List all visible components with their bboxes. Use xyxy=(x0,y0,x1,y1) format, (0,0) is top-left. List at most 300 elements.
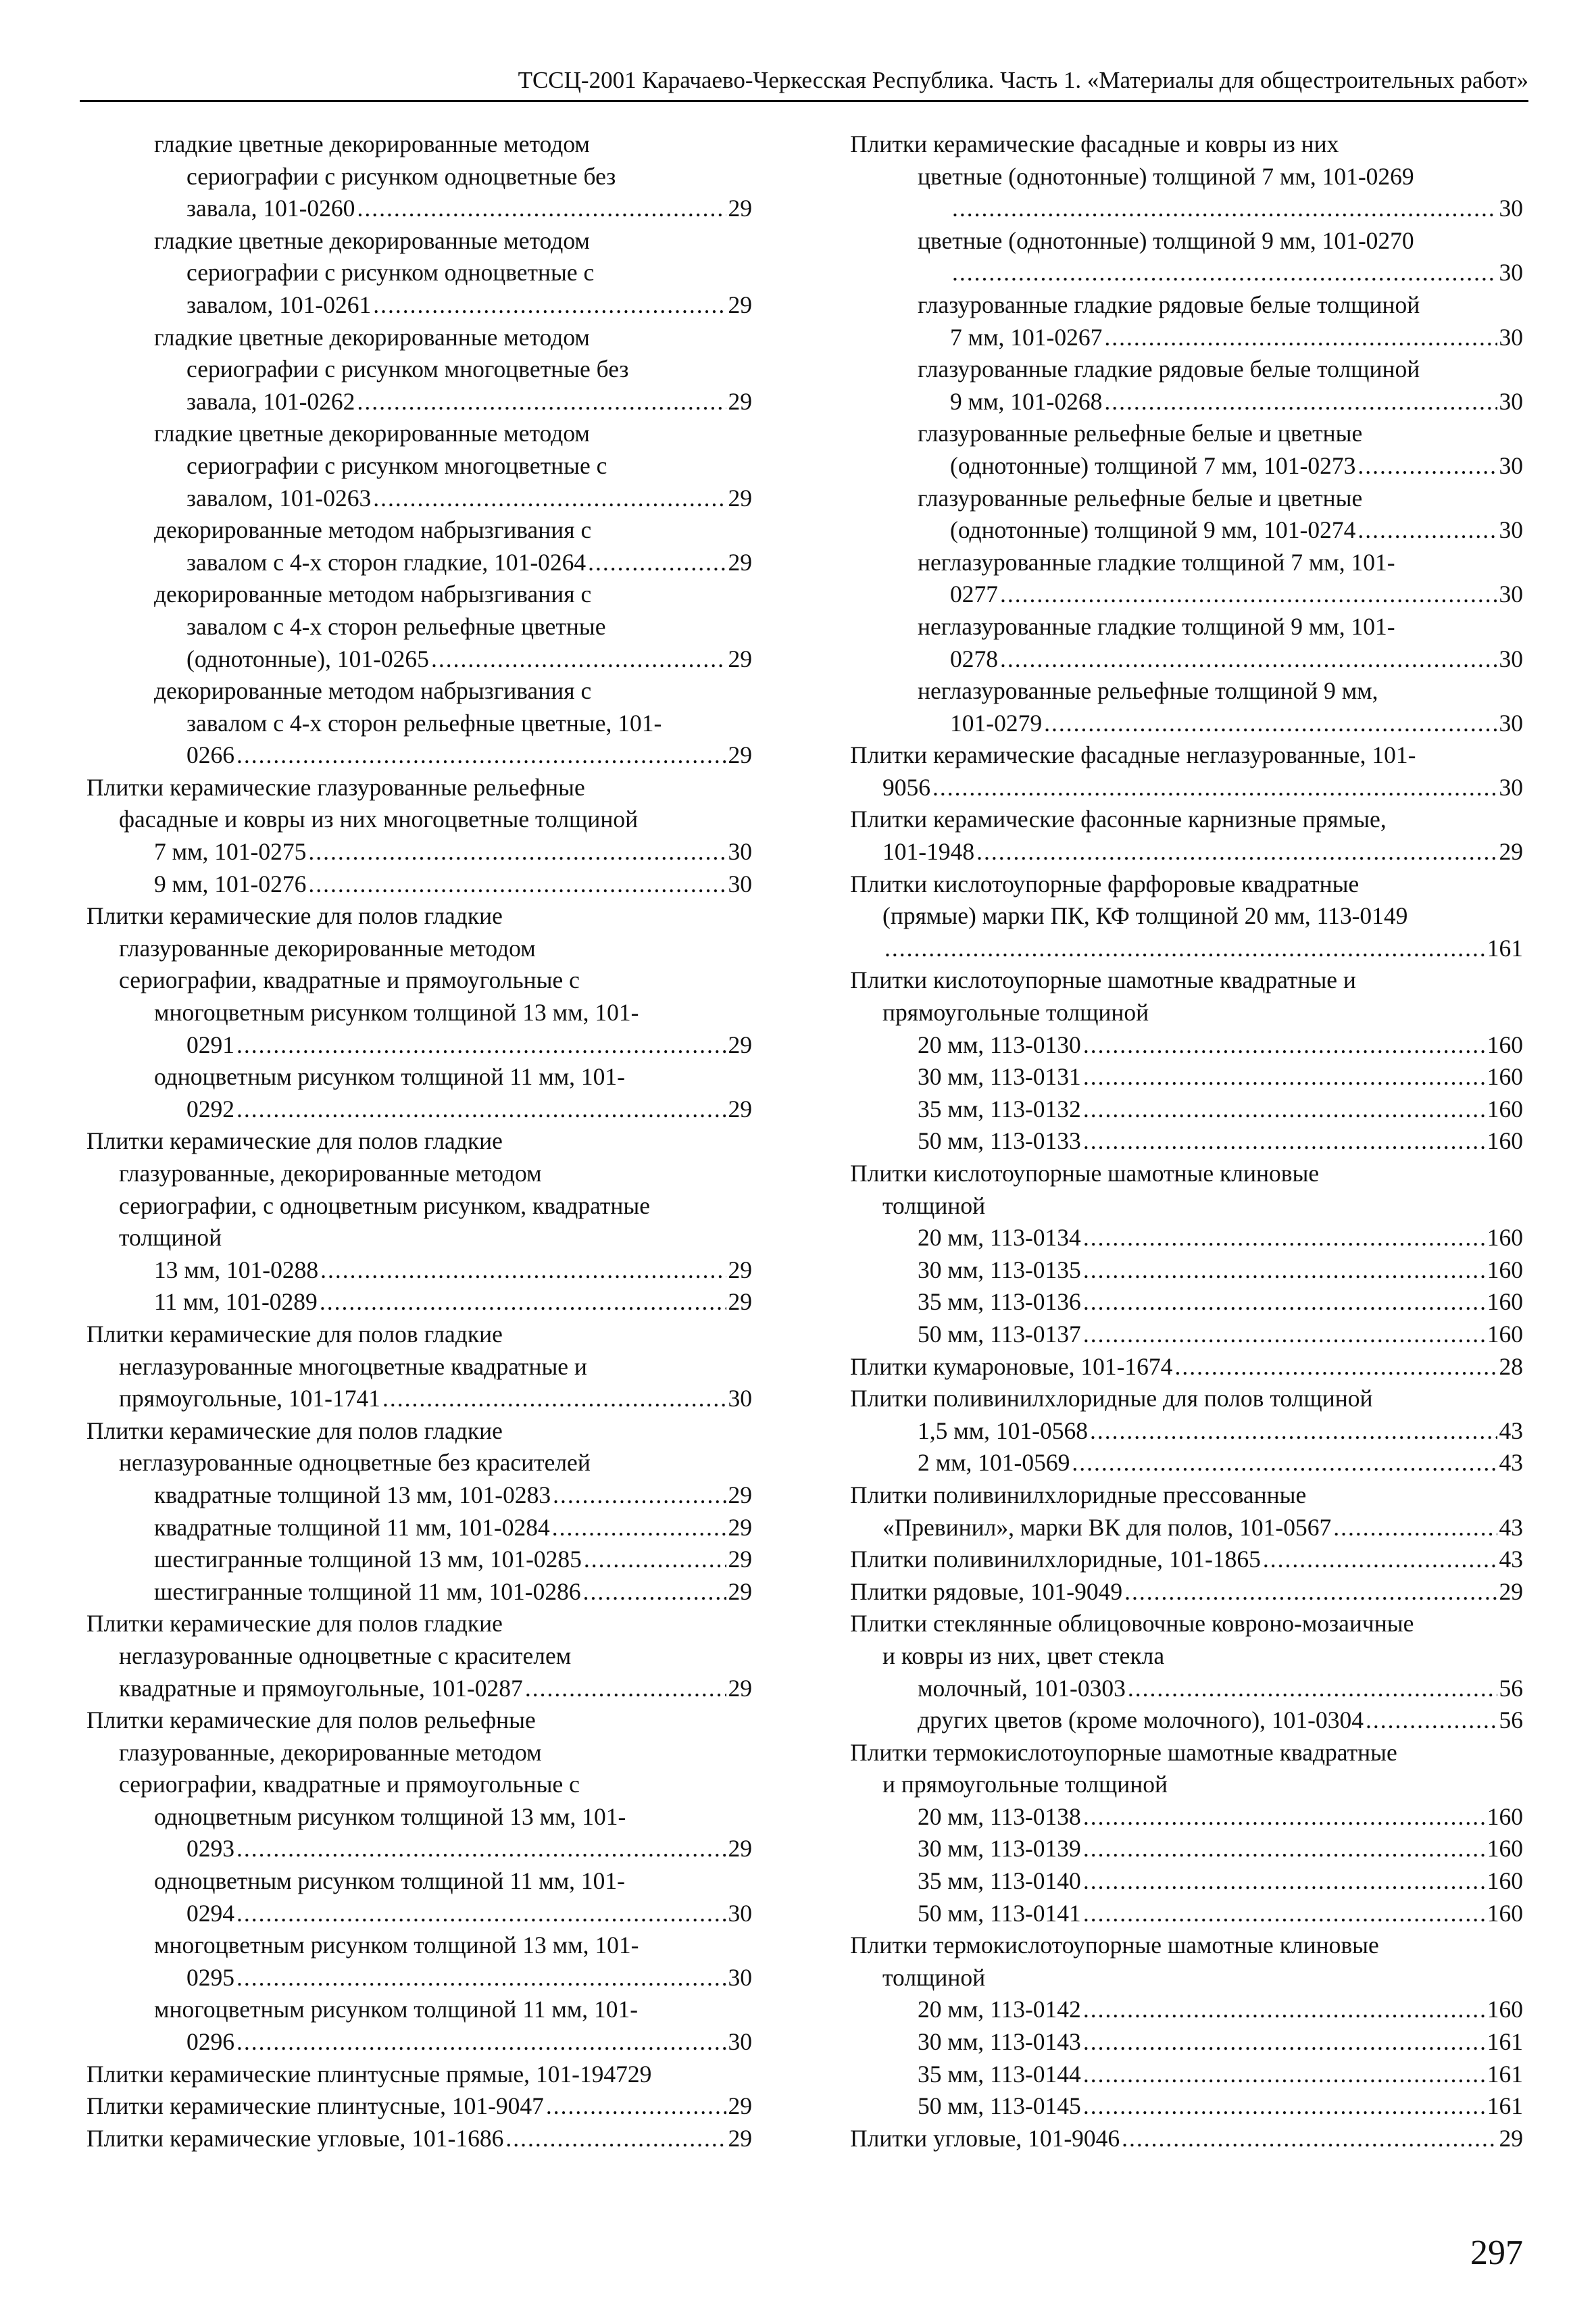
page-reference: 160 xyxy=(1487,1063,1523,1091)
dot-leader xyxy=(236,2026,726,2059)
index-entry xyxy=(86,1415,752,1479)
index-entry-last-line xyxy=(86,483,752,515)
index-entry-text: толщиной xyxy=(119,1224,222,1252)
index-entry-text: 35 мм, 113-0132 xyxy=(918,1095,1081,1123)
dot-leader xyxy=(1083,1801,1485,1833)
page-reference: 161 xyxy=(1487,2060,1523,2088)
index-entry-last-line xyxy=(850,1093,1523,1126)
index-entry-text: Плитки керамические плинтусные, 101-9047 xyxy=(86,2092,544,2120)
index-entry xyxy=(86,900,752,997)
page-reference: 30 xyxy=(1499,323,1523,351)
page-reference: 160 xyxy=(1487,1224,1523,1252)
index-entry-last-line xyxy=(86,1673,752,1705)
index-entry xyxy=(86,514,752,578)
index-entry xyxy=(86,1994,752,2058)
index-entry-text: Плитки керамические фасадные и ковры из них xyxy=(850,130,1339,157)
dot-leader xyxy=(525,1673,726,1705)
index-entry xyxy=(850,1254,1523,1287)
index-entry-text: одноцветным рисунком толщиной 11 мм, 101- xyxy=(154,1063,625,1091)
page-reference: 161 xyxy=(1487,2028,1523,2056)
index-entry-text: глазурованные, декорированные методом xyxy=(119,1160,542,1187)
page-reference: 56 xyxy=(1499,1706,1523,1734)
index-entry xyxy=(850,1576,1523,1608)
index-entry-text: Плитки стеклянные облицовочные ковроно-мозаичные xyxy=(850,1610,1414,1638)
index-entry-text: Плитки керамические для полов гладкие xyxy=(86,1127,503,1155)
index-entry xyxy=(850,289,1523,353)
index-entry-text: Плитки керамические глазурованные рельефные xyxy=(86,773,585,801)
index-entry xyxy=(850,964,1523,1029)
page-reference: 30 xyxy=(728,2028,752,2056)
index-entry-last-line xyxy=(86,2026,752,2059)
index-entry-text: 0291 xyxy=(186,1031,234,1058)
index-entry-text: 0294 xyxy=(186,1899,234,1927)
dot-leader xyxy=(1366,1704,1497,1737)
index-entry-text: 50 мм, 113-0133 xyxy=(918,1127,1081,1155)
index-entry-last-line xyxy=(850,1994,1523,2026)
index-entry-last-line xyxy=(850,2090,1523,2123)
index-entry-text: 35 мм, 113-0136 xyxy=(918,1288,1081,1316)
index-entry xyxy=(850,353,1523,418)
index-entry-text: квадратные толщиной 11 мм, 101-0284 xyxy=(154,1513,550,1541)
index-entry-text: Плитки угловые, 101-9046 xyxy=(850,2124,1120,2152)
dot-leader xyxy=(308,868,726,901)
index-entry xyxy=(850,1319,1523,1351)
index-entry-text: 20 мм, 113-0138 xyxy=(918,1802,1081,1830)
index-entry xyxy=(850,128,1523,161)
dot-leader xyxy=(1083,1061,1485,1093)
index-entry-last-line xyxy=(86,1833,752,1865)
index-entry-text: 7 мм, 101-0275 xyxy=(154,838,307,866)
index-entry-text: гладкие цветные декорированные методом xyxy=(154,323,590,351)
index-entry-text: и ковры из них, цвет стекла xyxy=(882,1642,1165,1669)
index-entry xyxy=(86,1061,752,1125)
page-reference: 160 xyxy=(1487,1867,1523,1895)
index-entry-text: 9 мм, 101-0268 xyxy=(950,387,1103,415)
index-entry xyxy=(86,1512,752,1544)
index-entry-text: 50 мм, 113-0141 xyxy=(918,1899,1081,1927)
index-entry-text: сериографии с рисунком одноцветные с xyxy=(186,259,595,287)
page-reference: 30 xyxy=(1499,516,1523,544)
index-entry-text: гладкие цветные декорированные методом xyxy=(154,130,590,157)
index-entry-text: завалом, 101-0263 xyxy=(186,484,372,512)
dot-leader xyxy=(505,2123,726,2155)
index-entry xyxy=(850,611,1523,675)
page-reference: 29 xyxy=(1499,1577,1523,1605)
page-reference: 160 xyxy=(1487,1031,1523,1058)
index-entry-text: 11 мм, 101-0289 xyxy=(154,1288,318,1316)
dot-leader xyxy=(431,643,726,676)
dot-leader xyxy=(320,1286,726,1319)
index-entry-last-line xyxy=(86,289,752,322)
index-entry xyxy=(86,1286,752,1319)
index-entry-text: декорированные методом набрызгивания с xyxy=(154,677,592,705)
index-entry-text: неглазурованные одноцветные с красителем xyxy=(119,1642,572,1669)
index-entry-text: Плитки кислотоупорные шамотные клиновые xyxy=(850,1160,1320,1187)
index-entry-text: 30 мм, 113-0131 xyxy=(918,1063,1081,1091)
page-reference: 160 xyxy=(1487,1095,1523,1123)
index-entry-text: толщиной xyxy=(882,1963,986,1991)
index-entry xyxy=(86,772,752,836)
index-entry-last-line xyxy=(86,1479,752,1512)
index-entry-last-line xyxy=(86,739,752,772)
index-entry-text: квадратные толщиной 13 мм, 101-0283 xyxy=(154,1481,551,1508)
index-entry-last-line xyxy=(850,514,1523,547)
page-reference: 56 xyxy=(1499,1674,1523,1702)
index-entry-last-line xyxy=(86,1576,752,1608)
index-entry-text: шестигранные толщиной 11 мм, 101-0286 xyxy=(154,1577,581,1605)
page-reference: 30 xyxy=(728,838,752,866)
index-entry xyxy=(850,675,1523,739)
index-entry-text: сериографии с рисунком многоцветные без xyxy=(186,355,629,383)
index-entry xyxy=(850,868,1523,965)
index-entry-text: сериографии, квадратные и прямоугольные с xyxy=(119,1771,580,1798)
index-entry xyxy=(850,1286,1523,1319)
dot-leader xyxy=(1090,1415,1497,1448)
index-entry xyxy=(850,1801,1523,1833)
page-reference: 29 xyxy=(728,1546,752,1573)
page-reference: 30 xyxy=(728,870,752,897)
index-entry-text: 7 мм, 101-0267 xyxy=(950,323,1103,351)
index-entry xyxy=(86,1125,752,1254)
index-entry-text: декорированные методом набрызгивания с xyxy=(154,581,592,608)
dot-leader xyxy=(1357,450,1497,483)
index-entry-text: глазурованные декорированные методом xyxy=(119,934,536,962)
page-reference: 160 xyxy=(1487,1256,1523,1283)
index-entry-text: Плитки керамические для полов гладкие xyxy=(86,1417,503,1444)
index-entry-last-line xyxy=(86,1544,752,1576)
index-column-left xyxy=(86,128,752,2155)
index-entry-last-line xyxy=(850,257,1523,289)
index-entry-text: квадратные и прямоугольные, 101-0287 xyxy=(119,1674,523,1702)
index-entry xyxy=(850,2123,1523,2155)
index-entry-last-line xyxy=(86,1898,752,1930)
index-entry-text: завалом с 4-х сторон рельефные цветные, 101- xyxy=(186,709,662,737)
index-entry xyxy=(86,836,752,868)
index-entry xyxy=(850,2026,1523,2059)
index-entry-text: 20 мм, 113-0130 xyxy=(918,1031,1081,1058)
index-entry-text: 20 мм, 113-0134 xyxy=(918,1224,1081,1252)
index-entry-last-line xyxy=(86,2090,752,2123)
page-reference: 29 xyxy=(728,1674,752,1702)
index-entry-text: сериографии, квадратные и прямоугольные с xyxy=(119,966,580,994)
index-entry-last-line xyxy=(86,1029,752,1062)
index-entry-last-line xyxy=(850,1286,1523,1319)
dot-leader xyxy=(1333,1512,1497,1544)
page-reference: 161 xyxy=(1487,2092,1523,2120)
index-entry xyxy=(850,1351,1523,1383)
index-entry-last-line xyxy=(850,836,1523,868)
dot-leader xyxy=(308,836,726,868)
page-reference: 29 xyxy=(728,1095,752,1123)
dot-leader xyxy=(1263,1544,1497,1576)
index-entry xyxy=(850,1158,1523,1222)
index-entry-last-line xyxy=(850,1125,1523,1158)
dot-leader xyxy=(1083,1898,1485,1930)
index-column-right xyxy=(850,128,1523,2155)
running-header: ТССЦ-2001 Карачаево-Черкесская Республика. Часть 1. «Материалы для общестроительных работ» xyxy=(80,65,1528,102)
index-entry-last-line xyxy=(850,1801,1523,1833)
page-reference: 29 xyxy=(728,1835,752,1863)
index-entry-last-line xyxy=(86,547,752,579)
index-entry-text: сериографии, с одноцветным рисунком, квадратные xyxy=(119,1191,651,1219)
index-entry-last-line xyxy=(86,1286,752,1319)
index-entry xyxy=(850,1125,1523,1158)
page-reference: 29 xyxy=(728,1031,752,1058)
index-entry-last-line xyxy=(850,1254,1523,1287)
index-entry-text: Плитки керамические фасадные неглазурованные, 101- xyxy=(850,741,1416,769)
page-reference: 29 xyxy=(728,741,752,769)
dot-leader xyxy=(236,1029,726,1062)
dot-leader xyxy=(1083,1254,1485,1287)
index-entry xyxy=(850,1898,1523,1930)
index-entry xyxy=(850,1673,1523,1705)
index-entry-text: 35 мм, 113-0140 xyxy=(918,1867,1081,1895)
index-entry-text: цветные (однотонные) толщиной 7 мм, 101-0269 xyxy=(918,162,1414,190)
page-reference: 29 xyxy=(728,548,752,576)
page-number: 297 xyxy=(1470,2234,1523,2272)
dot-leader xyxy=(583,1576,726,1608)
index-entry-text: завалом, 101-0261 xyxy=(186,291,372,318)
dot-leader xyxy=(553,1479,726,1512)
index-entry xyxy=(86,1254,752,1287)
index-entry xyxy=(86,2090,752,2123)
index-entry-last-line xyxy=(850,193,1523,225)
index-entry-text: неглазурованные одноцветные без красителей xyxy=(119,1449,591,1477)
index-entry-last-line xyxy=(850,1865,1523,1898)
index-entry xyxy=(850,1608,1523,1672)
index-entry xyxy=(850,418,1523,482)
page-reference: 43 xyxy=(1499,1417,1523,1444)
index-entry-text: Плитки керамические угловые, 101-1686 xyxy=(86,2124,504,2152)
index-entry-last-line xyxy=(86,1962,752,1994)
index-entry-text: Плитки керамические для полов гладкие xyxy=(86,1610,503,1638)
dot-leader xyxy=(1083,1093,1485,1126)
page-reference: 29 xyxy=(728,1577,752,1605)
index-entry-text: 0278 xyxy=(950,645,998,672)
index-entry xyxy=(86,1319,752,1415)
dot-leader xyxy=(1072,1447,1497,1479)
page-reference: 29 xyxy=(728,1513,752,1541)
index-entry-text: глазурованные гладкие рядовые белые толщиной xyxy=(918,291,1420,318)
page-reference: 30 xyxy=(1499,387,1523,415)
index-entry-last-line xyxy=(850,772,1523,804)
dot-leader xyxy=(1083,1994,1485,2026)
page-reference: 30 xyxy=(728,1385,752,1412)
dot-leader xyxy=(1174,1351,1497,1383)
index-entry xyxy=(86,1801,752,1865)
index-entry-text: неглазурованные многоцветные квадратные и xyxy=(119,1352,587,1380)
index-entry xyxy=(850,1833,1523,1865)
index-entry xyxy=(850,161,1523,225)
index-entry-text: Плитки керамические для полов гладкие xyxy=(86,902,503,930)
page-reference: 30 xyxy=(728,1899,752,1927)
index-entry xyxy=(850,483,1523,547)
index-entry xyxy=(86,997,752,1061)
dot-leader xyxy=(373,289,726,322)
dot-leader xyxy=(373,483,726,515)
index-entry-last-line xyxy=(850,386,1523,418)
index-entry-text: Плитки термокислотоупорные шамотные клиновые xyxy=(850,1931,1379,1959)
index-entry-last-line xyxy=(850,1704,1523,1737)
index-entry-last-line xyxy=(86,1512,752,1544)
index-entry xyxy=(850,2059,1523,2091)
dot-leader xyxy=(1083,2090,1485,2123)
index-entry xyxy=(850,1415,1523,1448)
index-entry xyxy=(86,1865,752,1929)
page-reference: 30 xyxy=(1499,709,1523,737)
index-entry-last-line xyxy=(850,1447,1523,1479)
index-entry xyxy=(850,739,1523,804)
index-entry-text: многоцветным рисунком толщиной 13 мм, 101- xyxy=(154,999,639,1027)
index-entry-text: Плитки керамические для полов гладкие xyxy=(86,1320,503,1348)
page-reference: 29 xyxy=(1499,838,1523,866)
dot-leader xyxy=(1124,1576,1497,1608)
index-entry xyxy=(850,1544,1523,1576)
page-reference: 29 xyxy=(728,645,752,672)
dot-leader xyxy=(1044,708,1497,740)
index-entry-last-line xyxy=(86,1254,752,1287)
index-entry-text: неглазурованные гладкие толщиной 7 мм, 101- xyxy=(918,548,1395,576)
page-reference: 160 xyxy=(1487,1996,1523,2023)
index-entry-text: глазурованные, декорированные методом xyxy=(119,1738,542,1766)
index-entry xyxy=(86,2123,752,2155)
index-entry-text: завала, 101-0260 xyxy=(186,195,355,222)
index-entry-last-line xyxy=(86,2123,752,2155)
index-entry-text: одноцветным рисунком толщиной 13 мм, 101- xyxy=(154,1802,626,1830)
index-entry xyxy=(850,1704,1523,1737)
index-entry xyxy=(850,1093,1523,1126)
index-entry-text: Плитки поливинилхлоридные, 101-1865 xyxy=(850,1546,1261,1573)
index-entry xyxy=(850,1222,1523,1254)
dot-leader xyxy=(932,772,1497,804)
index-entry xyxy=(850,804,1523,868)
index-entry-text: и прямоугольные толщиной xyxy=(882,1771,1168,1798)
index-entry xyxy=(850,1929,1523,1994)
page-reference: 30 xyxy=(1499,259,1523,287)
dot-leader xyxy=(976,836,1497,868)
index-entry-last-line xyxy=(850,2059,1523,2091)
dot-leader xyxy=(357,386,726,418)
index-entry-last-line xyxy=(850,2123,1523,2155)
index-entry-text: Плитки кислотоупорные шамотные квадратные и xyxy=(850,966,1356,994)
index-entry-text: 0266 xyxy=(186,741,234,769)
dot-leader xyxy=(382,1383,726,1415)
index-entry-text: 50 мм, 113-0145 xyxy=(918,2092,1081,2120)
index-entry-text: 0293 xyxy=(186,1835,234,1863)
index-entry-last-line xyxy=(850,1415,1523,1448)
index-entry-text: многоцветным рисунком толщиной 13 мм, 101- xyxy=(154,1931,639,1959)
page-reference: 160 xyxy=(1487,1320,1523,1348)
index-entry xyxy=(86,578,752,675)
page-reference: 29 xyxy=(728,1481,752,1508)
index-entry-last-line xyxy=(850,1833,1523,1865)
index-entry-text: 0292 xyxy=(186,1095,234,1123)
page-reference: 160 xyxy=(1487,1127,1523,1155)
index-entry xyxy=(850,547,1523,611)
index-entry-last-line xyxy=(850,1222,1523,1254)
index-entry-text: прямоугольные толщиной xyxy=(882,999,1149,1027)
dot-leader xyxy=(588,547,726,579)
index-entry-text: шестигранные толщиной 13 мм, 101-0285 xyxy=(154,1546,582,1573)
index-entry-text: 101-0279 xyxy=(950,709,1043,737)
index-entry-text: 9056 xyxy=(882,773,930,801)
index-entry-last-line xyxy=(850,1319,1523,1351)
page-reference: 43 xyxy=(1499,1546,1523,1573)
index-entry-last-line xyxy=(850,450,1523,483)
index-entry xyxy=(86,1929,752,1994)
dot-leader xyxy=(1104,386,1497,418)
page-reference: 43 xyxy=(1499,1449,1523,1477)
index-entry-text: 20 мм, 113-0142 xyxy=(918,1996,1081,2023)
index-entry-text: завалом с 4-х сторон рельефные цветные xyxy=(186,612,606,640)
index-entry-last-line xyxy=(850,1351,1523,1383)
index-entry-last-line xyxy=(850,1544,1523,1576)
index-entry xyxy=(850,2090,1523,2123)
index-entry-text: 101-1948 xyxy=(882,838,975,866)
page-reference: 160 xyxy=(1487,1899,1523,1927)
index-entry-text: 30 мм, 113-0135 xyxy=(918,1256,1081,1283)
page-reference: 29 xyxy=(728,291,752,318)
index-entry-text: неглазурованные рельефные толщиной 9 мм, xyxy=(918,677,1378,705)
index-entry-text: сериографии с рисунком многоцветные с xyxy=(186,451,607,479)
index-entry-text: других цветов (кроме молочного), 101-0304 xyxy=(918,1706,1364,1734)
index-entry xyxy=(850,1447,1523,1479)
index-entry-last-line xyxy=(86,836,752,868)
index-entry-text: прямоугольные, 101-1741 xyxy=(119,1385,380,1412)
index-entry xyxy=(86,868,752,901)
index-entry-text: гладкие цветные декорированные методом xyxy=(154,420,590,447)
index-entry xyxy=(86,322,752,418)
index-entry xyxy=(86,2059,752,2091)
page-reference: 43 xyxy=(1499,1513,1523,1541)
index-entry-text: «Превинил», марки ВК для полов, 101-0567 xyxy=(882,1513,1332,1541)
index-entry-last-line xyxy=(86,193,752,225)
index-entry-text: 9 мм, 101-0276 xyxy=(154,870,307,897)
index-entry xyxy=(850,1383,1523,1415)
index-entry-text: Плитки кумароновые, 101-1674 xyxy=(850,1352,1173,1380)
index-entry-last-line xyxy=(86,643,752,676)
index-entry-text: Плитки рядовые, 101-9049 xyxy=(850,1577,1123,1605)
page-reference: 29 xyxy=(728,1256,752,1283)
index-entry xyxy=(86,418,752,514)
index-entry xyxy=(850,1061,1523,1093)
index-entry-last-line xyxy=(86,1383,752,1415)
page-reference: 30 xyxy=(1499,773,1523,801)
index-entry-last-line xyxy=(850,1576,1523,1608)
index-entry-text: 0295 xyxy=(186,1963,234,1991)
index-entry-text: глазурованные рельефные белые и цветные xyxy=(918,420,1363,447)
dot-leader xyxy=(1083,1286,1485,1319)
index-entry-text: Плитки термокислотоупорные шамотные квадратные xyxy=(850,1738,1397,1766)
index-entry xyxy=(850,1029,1523,1062)
index-entry xyxy=(86,128,752,225)
dot-leader xyxy=(1083,1319,1485,1351)
index-entry-text: толщиной xyxy=(882,1191,986,1219)
index-entry-text: цветные (однотонные) толщиной 9 мм, 101-0270 xyxy=(918,226,1414,254)
index-entry xyxy=(86,1608,752,1704)
index-entry-text: декорированные методом набрызгивания с xyxy=(154,516,592,544)
index-entry-last-line xyxy=(850,708,1523,740)
page-reference: 29 xyxy=(728,2124,752,2152)
index-entry-last-line xyxy=(850,1061,1523,1093)
index-entry xyxy=(86,1479,752,1512)
index-entry-text: глазурованные гладкие рядовые белые толщиной xyxy=(918,355,1420,383)
dot-leader xyxy=(1122,2123,1497,2155)
index-entry-text: Плитки кислотоупорные фарфоровые квадратные xyxy=(850,870,1360,897)
index-entry-text: гладкие цветные декорированные методом xyxy=(154,226,590,254)
index-entry-last-line xyxy=(850,1673,1523,1705)
page-reference: 160 xyxy=(1487,1288,1523,1316)
